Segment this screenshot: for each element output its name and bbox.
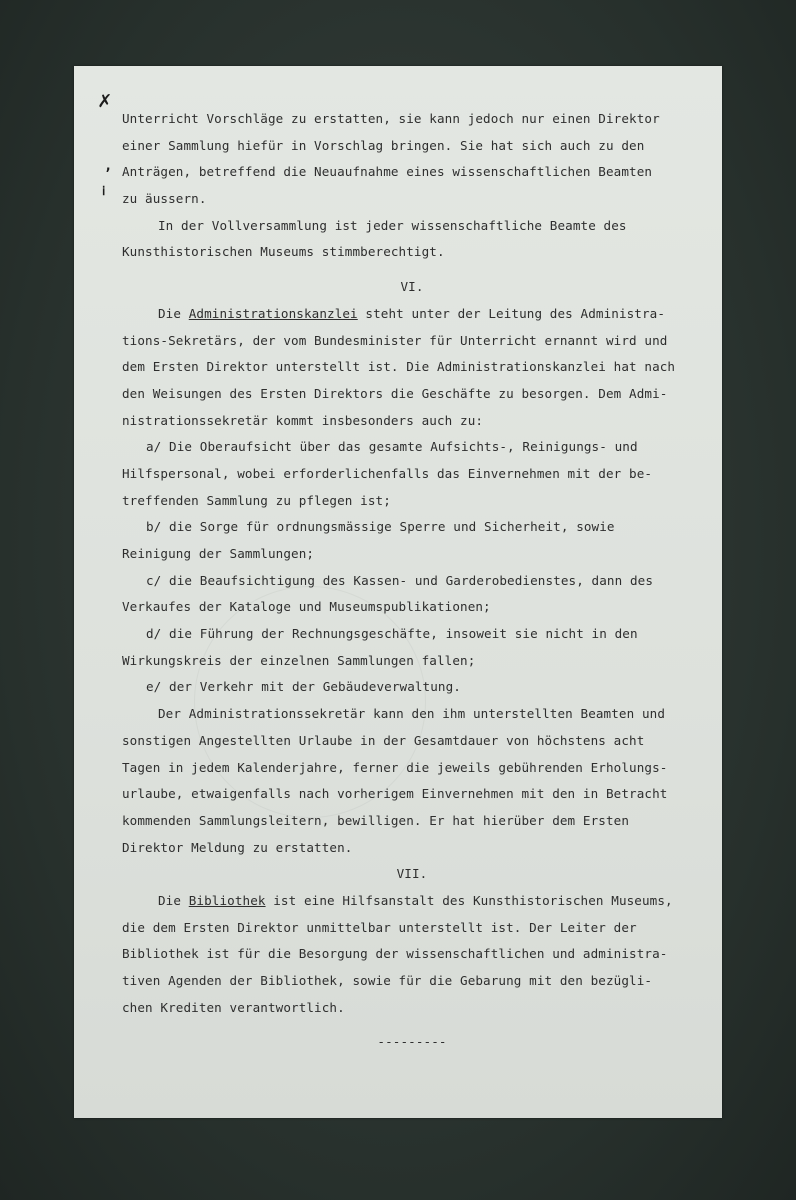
text-line: Verkaufes der Kataloge und Museumspublikationen; — [122, 599, 491, 615]
document-page — [74, 66, 722, 1118]
text-line: Der Administrationssekretär kann den ihm unterstellten Beamten und — [158, 706, 666, 722]
text-line: Hilfspersonal, wobei erforderlichenfalls das Einvernehmen mit der be- — [122, 465, 653, 481]
text-line: zu äussern. — [122, 191, 207, 207]
paragraph-vollversammlung — [122, 213, 702, 266]
underlined-term: Administrationskanzlei — [188, 305, 358, 321]
text-line: Tagen in jedem Kalenderjahre, ferner die jeweils gebührenden Erholungs- — [122, 759, 668, 775]
text-line: Unterricht Vorschläge zu erstatten, sie kann jedoch nur einen Direktor — [122, 111, 660, 126]
paragraph-continuation — [122, 106, 702, 213]
list-item-e: e/ der Verkehr mit der Gebäudeverwaltung. — [146, 679, 461, 695]
text-line: Die Bibliothek ist eine Hilfsanstalt des Kunsthistorischen Museums, — [158, 892, 673, 908]
text-line: Bibliothek ist für die Besorgung der wissenschaftlichen und administra- — [122, 946, 668, 962]
text-line: Reinigung der Sammlungen; — [122, 546, 315, 561]
text-line: nistrationssekretär kommt insbesonders auch zu: — [122, 412, 484, 428]
text-line: dem Ersten Direktor unterstellt ist. Die Administrationskanzlei hat nach — [122, 359, 676, 375]
text-line: die dem Ersten Direktor unmittelbar unterstellt ist. Der Leiter der — [122, 919, 637, 935]
section-vi-body — [122, 301, 702, 861]
text-line: urlaube, etwaigenfalls nach vorherigem Einvernehmen mit den in Betracht — [122, 786, 668, 802]
text-line: treffenden Sammlung zu pflegen ist; — [122, 492, 391, 508]
text-line: Direktor Meldung zu erstatten. — [122, 839, 353, 855]
text-line: In der Vollversammlung ist jeder wissenschaftliche Beamte des — [158, 217, 627, 233]
text-line: chen Krediten verantwortlich. — [122, 999, 345, 1015]
document-text — [122, 106, 702, 1056]
margin-pen-mark-2: , — [104, 158, 113, 174]
text-line: Wirkungskreis der einzelnen Sammlungen fallen; — [122, 652, 476, 668]
text-line: kommenden Sammlungsleitern, bewilligen. Er hat hierüber dem Ersten — [122, 812, 630, 828]
list-item-d: d/ die Führung der Rechnungsgeschäfte, insoweit sie nicht in den — [146, 626, 638, 642]
underlined-term: Bibliothek — [188, 892, 266, 908]
list-item-b: b/ die Sorge für ordnungsmässige Sperre und Sicherheit, sowie — [146, 519, 615, 535]
text-line: sonstigen Angestellten Urlaube in der Gesamtdauer von höchstens acht — [122, 732, 645, 748]
section-heading-vii: VII. — [396, 866, 428, 882]
list-item-c: c/ die Beaufsichtigung des Kassen- und Garderobedienstes, dann des — [146, 572, 654, 588]
text-line: tions-Sekretärs, der vom Bundesminister für Unterricht ernannt wird und — [122, 332, 668, 348]
margin-pen-mark-1: ✗ — [98, 88, 112, 113]
text-line: tiven Agenden der Bibliothek, sowie für die Gebarung mit den bezügli- — [122, 973, 653, 988]
end-rule: --------- — [377, 1034, 447, 1050]
text-line: den Weisungen des Ersten Direktors die Geschäfte zu besorgen. Dem Admi- — [122, 385, 668, 401]
text-line: Kunsthistorischen Museums stimmberechtigt. — [122, 244, 445, 260]
text-line: Die Administrationskanzlei steht unter der Leitung des Administra- — [158, 305, 666, 321]
list-item-a: a/ Die Oberaufsicht über das gesamte Aufsichts-, Reinigungs- und — [146, 439, 638, 455]
text-line: Anträgen, betreffend die Neuaufnahme eines wissenschaftlichen Beamten — [122, 164, 653, 180]
section-vii-body — [122, 888, 702, 1021]
margin-pen-mark-3: ⅰ — [102, 184, 106, 198]
text-line: einer Sammlung hiefür in Vorschlag bringen. Sie hat sich auch zu den — [122, 137, 645, 153]
section-heading-vi: VI. — [400, 279, 424, 295]
